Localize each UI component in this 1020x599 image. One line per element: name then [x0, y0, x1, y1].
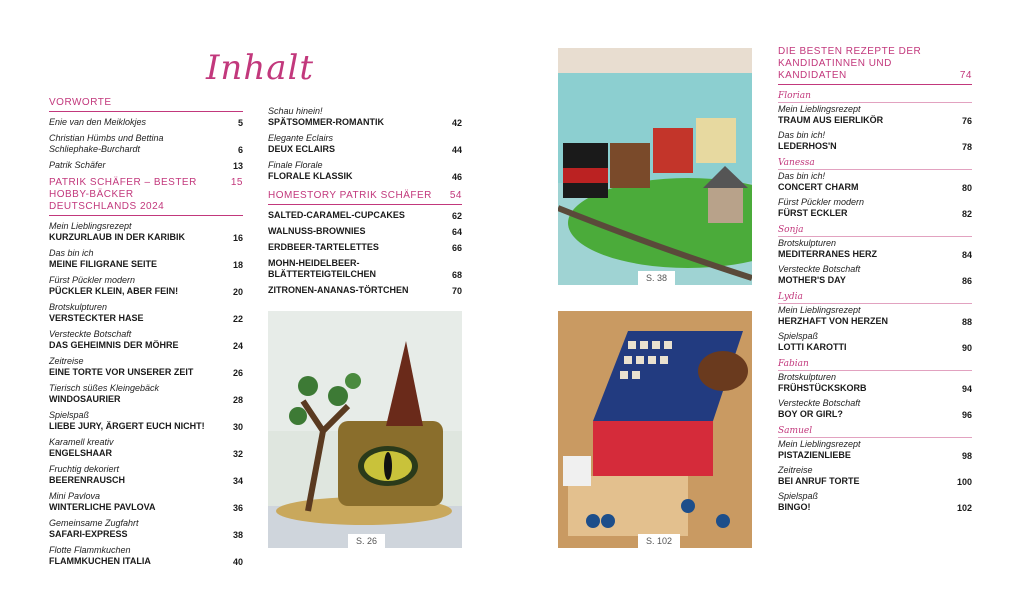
- entry-title: BOY OR GIRL?: [778, 409, 843, 419]
- entry-row: [49, 259, 243, 270]
- entry-title: BEI ANRUF TORTE: [778, 476, 860, 486]
- entry-title: ZITRONEN-ANANAS-TÖRTCHEN: [268, 285, 409, 295]
- section-heading: VORWORTE: [49, 97, 243, 112]
- entry-subtitle: Versteckte Botschaft: [778, 398, 861, 408]
- entry-row: [49, 448, 243, 459]
- page-number: 96: [961, 410, 972, 420]
- entry-subtitle: Mein Lieblingsrezept: [778, 104, 861, 114]
- entry-title: SALTED-CARAMEL-CUPCAKES: [268, 210, 405, 220]
- entry-subtitle: Brotskulpturen: [778, 372, 837, 382]
- entry-row: [778, 275, 972, 286]
- page-number: 5: [237, 118, 243, 128]
- toc-entry: [778, 264, 972, 286]
- entry-row: [49, 556, 243, 567]
- toc-column-2: [268, 101, 462, 296]
- toc-entry: [268, 258, 462, 280]
- entry-title: EINE TORTE VOR UNSERER ZEIT: [49, 367, 194, 377]
- candidate-name: Florian: [778, 91, 972, 103]
- page-number: 13: [232, 161, 243, 171]
- entry-title: FÜRST ECKLER: [778, 208, 848, 218]
- entry-row: [268, 242, 462, 253]
- entry-row: [49, 340, 243, 351]
- photo-caption: S. 26: [348, 534, 385, 548]
- entry-title: VERSTECKTER HASE: [49, 313, 144, 323]
- page-number: 100: [956, 477, 972, 487]
- entry-row: [268, 258, 462, 280]
- page-number: 16: [232, 233, 243, 243]
- entry-row: [268, 285, 462, 296]
- game-photo: [558, 311, 752, 548]
- page-number: 84: [961, 250, 972, 260]
- section-heading: PATRIK SCHÄFER – BESTER HOBBY-BÄCKER DEUTSCHLANDS 2024 15: [49, 177, 243, 216]
- page-number: 70: [451, 286, 462, 296]
- toc-entry: [778, 398, 972, 420]
- entry-row: [49, 502, 243, 513]
- entry-subtitle: Schau hinein!: [268, 106, 323, 116]
- page-number: 88: [961, 317, 972, 327]
- toc-entry: [778, 372, 972, 394]
- toc-entry: [49, 221, 243, 243]
- page-number: 6: [237, 145, 243, 155]
- entry-row: [49, 529, 243, 540]
- entry-subtitle: Versteckte Botschaft: [778, 264, 861, 274]
- entry-title: FLORALE KLASSIK: [268, 171, 353, 181]
- train-photo: [558, 48, 752, 285]
- entry-subtitle: Fürst Pückler modern: [778, 197, 865, 207]
- toc-entry: [49, 356, 243, 378]
- entry-row: [778, 502, 972, 513]
- page-number: 22: [232, 314, 243, 324]
- entry-title: DAS GEHEIMNIS DER MÖHRE: [49, 340, 179, 350]
- game-illustration: [558, 311, 752, 548]
- entry-row: [49, 232, 243, 243]
- entry-row: [49, 313, 243, 324]
- page-number: 64: [451, 227, 462, 237]
- entry-subtitle: Enie van den Meiklokjes: [49, 117, 147, 127]
- entry-row: [268, 117, 462, 128]
- entry-subtitle: Brotskulpturen: [778, 238, 837, 248]
- toc-entry: [49, 464, 243, 486]
- photo-caption: S. 102: [638, 534, 680, 548]
- entry-title: LEDERHOS'N: [778, 141, 837, 151]
- photo-caption: S. 38: [638, 271, 675, 285]
- toc-entry: [49, 117, 243, 128]
- entry-row: [49, 421, 243, 432]
- page-number: 36: [232, 503, 243, 513]
- page-number: 68: [451, 270, 462, 280]
- candidate-name: Samuel: [778, 426, 972, 438]
- entry-title: DEUX ECLAIRS: [268, 144, 336, 154]
- toc-entry: [778, 104, 972, 126]
- entry-title: FLAMMKUCHEN ITALIA: [49, 556, 151, 566]
- candidate-name: Lydia: [778, 292, 972, 304]
- entry-title: BINGO!: [778, 502, 811, 512]
- toc-entry: [778, 197, 972, 219]
- toc-entry: [49, 437, 243, 459]
- entry-title: LIEBE JURY, ÄRGERT EUCH NICHT!: [49, 421, 205, 431]
- toc-entry: [268, 285, 462, 296]
- page-number: 62: [451, 211, 462, 221]
- toc-entry: [778, 491, 972, 513]
- page-number: 18: [232, 260, 243, 270]
- toc-entry: [778, 331, 972, 353]
- entry-row: [268, 210, 462, 221]
- entry-row: [778, 476, 972, 487]
- toc-column-1: [49, 97, 243, 567]
- toc-entry: [268, 133, 462, 155]
- page-number: 40: [232, 557, 243, 567]
- toc-column-4: [778, 46, 972, 513]
- toc-entry: [778, 238, 972, 260]
- entry-title: PÜCKLER KLEIN, ABER FEIN!: [49, 286, 179, 296]
- section-heading: HOMESTORY PATRIK SCHÄFER 54: [268, 190, 462, 205]
- entry-subtitle: Spielspaß: [778, 491, 819, 501]
- toc-entry: [49, 491, 243, 513]
- train-illustration: [558, 48, 752, 285]
- entry-title: WINTERLICHE PAVLOVA: [49, 502, 156, 512]
- entry-subtitle: Gemeinsame Zugfahrt: [49, 518, 139, 528]
- page-number: 90: [961, 343, 972, 353]
- entry-subtitle: Patrik Schäfer: [49, 160, 106, 170]
- page-number: 98: [961, 451, 972, 461]
- toc-entry: [49, 133, 243, 155]
- entry-subtitle: Mein Lieblingsrezept: [49, 221, 132, 231]
- page-number: 80: [961, 183, 972, 193]
- page-number: 24: [232, 341, 243, 351]
- toc-entry: [268, 226, 462, 237]
- entry-subtitle: Zeitreise: [778, 465, 813, 475]
- entry-title: KURZURLAUB IN DER KARIBIK: [49, 232, 185, 242]
- page-number: 32: [232, 449, 243, 459]
- entry-subtitle: Brotskulpturen: [49, 302, 108, 312]
- page-number: 86: [961, 276, 972, 286]
- entry-row: [49, 475, 243, 486]
- entry-row: [49, 394, 243, 405]
- entry-subtitle: Mini Pavlova: [49, 491, 101, 501]
- entry-subtitle: Christian Hümbs und Bettina Schliephake-Burchardt: [49, 133, 164, 154]
- entry-title: BEERENRAUSCH: [49, 475, 126, 485]
- entry-row: [49, 367, 243, 378]
- entry-subtitle: Zeitreise: [49, 356, 84, 366]
- cake-illustration: [268, 311, 462, 548]
- page-number: 38: [232, 530, 243, 540]
- entry-subtitle: Mein Lieblingsrezept: [778, 305, 861, 315]
- entry-row: [49, 117, 243, 128]
- page-number: 34: [232, 476, 243, 486]
- page-number: 44: [451, 145, 462, 155]
- entry-row: [778, 316, 972, 327]
- page-number: 20: [232, 287, 243, 297]
- toc-entry: [778, 130, 972, 152]
- entry-title: MOHN-HEIDELBEER-BLÄTTERTEIGTEILCHEN: [268, 258, 376, 279]
- entry-row: [778, 383, 972, 394]
- entry-title: FRÜHSTÜCKSKORB: [778, 383, 867, 393]
- entry-title: SAFARI-EXPRESS: [49, 529, 128, 539]
- page-number: 42: [451, 118, 462, 128]
- toc-entry: [268, 242, 462, 253]
- page-number: 30: [232, 422, 243, 432]
- entry-row: [778, 115, 972, 126]
- entry-subtitle: Tierisch süßes Kleingebäck: [49, 383, 159, 393]
- page-number: 94: [961, 384, 972, 394]
- entry-subtitle: Das bin ich: [49, 248, 94, 258]
- toc-entry: [49, 329, 243, 351]
- entry-row: [778, 409, 972, 420]
- toc-entry: [778, 439, 972, 461]
- entry-subtitle: Das bin ich!: [778, 130, 826, 140]
- cake-photo: [268, 311, 462, 548]
- toc-entry: [778, 171, 972, 193]
- entry-subtitle: Finale Florale: [268, 160, 323, 170]
- toc-entry: [268, 106, 462, 128]
- entry-title: WALNUSS-BROWNIES: [268, 226, 366, 236]
- page-number: 78: [961, 142, 972, 152]
- entry-title: HERZHAFT VON HERZEN: [778, 316, 888, 326]
- page-number: 82: [961, 209, 972, 219]
- toc-entry: [268, 210, 462, 221]
- entry-row: [49, 133, 243, 155]
- page-title: Inhalt: [206, 48, 315, 88]
- entry-row: [778, 182, 972, 193]
- page-number: 26: [232, 368, 243, 378]
- page-number: 46: [451, 172, 462, 182]
- entry-subtitle: Spielspaß: [778, 331, 819, 341]
- entry-row: [778, 450, 972, 461]
- entry-title: LOTTI KAROTTI: [778, 342, 847, 352]
- toc-entry: [49, 160, 243, 171]
- candidate-name: Fabian: [778, 359, 972, 371]
- toc-entry: [49, 545, 243, 567]
- entry-row: [49, 286, 243, 297]
- candidate-name: Sonja: [778, 225, 972, 237]
- page-number: 102: [956, 503, 972, 513]
- toc-entry: [268, 160, 462, 182]
- entry-row: [268, 226, 462, 237]
- entry-subtitle: Fruchtig dekoriert: [49, 464, 120, 474]
- entry-row: [778, 342, 972, 353]
- entry-title: MEDITERRANES HERZ: [778, 249, 878, 259]
- entry-row: [778, 249, 972, 260]
- entry-subtitle: Spielspaß: [49, 410, 90, 420]
- entry-subtitle: Flotte Flammkuchen: [49, 545, 131, 555]
- entry-subtitle: Karamell kreativ: [49, 437, 114, 447]
- toc-entry: [49, 518, 243, 540]
- page-number: 66: [451, 243, 462, 253]
- toc-entry: [49, 410, 243, 432]
- toc-entry: [49, 248, 243, 270]
- candidate-name: Vanessa: [778, 158, 972, 170]
- entry-subtitle: Fürst Pückler modern: [49, 275, 136, 285]
- entry-subtitle: Das bin ich!: [778, 171, 826, 181]
- toc-entry: [778, 305, 972, 327]
- toc-entry: [49, 275, 243, 297]
- entry-row: [49, 160, 243, 171]
- entry-title: ENGELSHAAR: [49, 448, 113, 458]
- entry-title: MOTHER'S DAY: [778, 275, 846, 285]
- entry-title: PISTAZIENLIEBE: [778, 450, 851, 460]
- entry-row: [268, 144, 462, 155]
- entry-title: TRAUM AUS EIERLIKÖR: [778, 115, 884, 125]
- page-number: 76: [961, 116, 972, 126]
- entry-row: [268, 171, 462, 182]
- entry-title: ERDBEER-TARTELETTES: [268, 242, 379, 252]
- entry-title: MEINE FILIGRANE SEITE: [49, 259, 158, 269]
- toc-entry: [49, 383, 243, 405]
- entry-title: WINDOSAURIER: [49, 394, 121, 404]
- entry-title: CONCERT CHARM: [778, 182, 859, 192]
- entry-subtitle: Versteckte Botschaft: [49, 329, 132, 339]
- entry-row: [778, 141, 972, 152]
- toc-entry: [778, 465, 972, 487]
- entry-row: [778, 208, 972, 219]
- entry-title: SPÄTSOMMER-ROMANTIK: [268, 117, 384, 127]
- toc-entry: [49, 302, 243, 324]
- page-number: 28: [232, 395, 243, 405]
- entry-subtitle: Elegante Eclairs: [268, 133, 334, 143]
- section-heading: DIE BESTEN REZEPTE DER KANDIDATINNEN UND KANDIDATEN 74: [778, 46, 972, 85]
- entry-subtitle: Mein Lieblingsrezept: [778, 439, 861, 449]
